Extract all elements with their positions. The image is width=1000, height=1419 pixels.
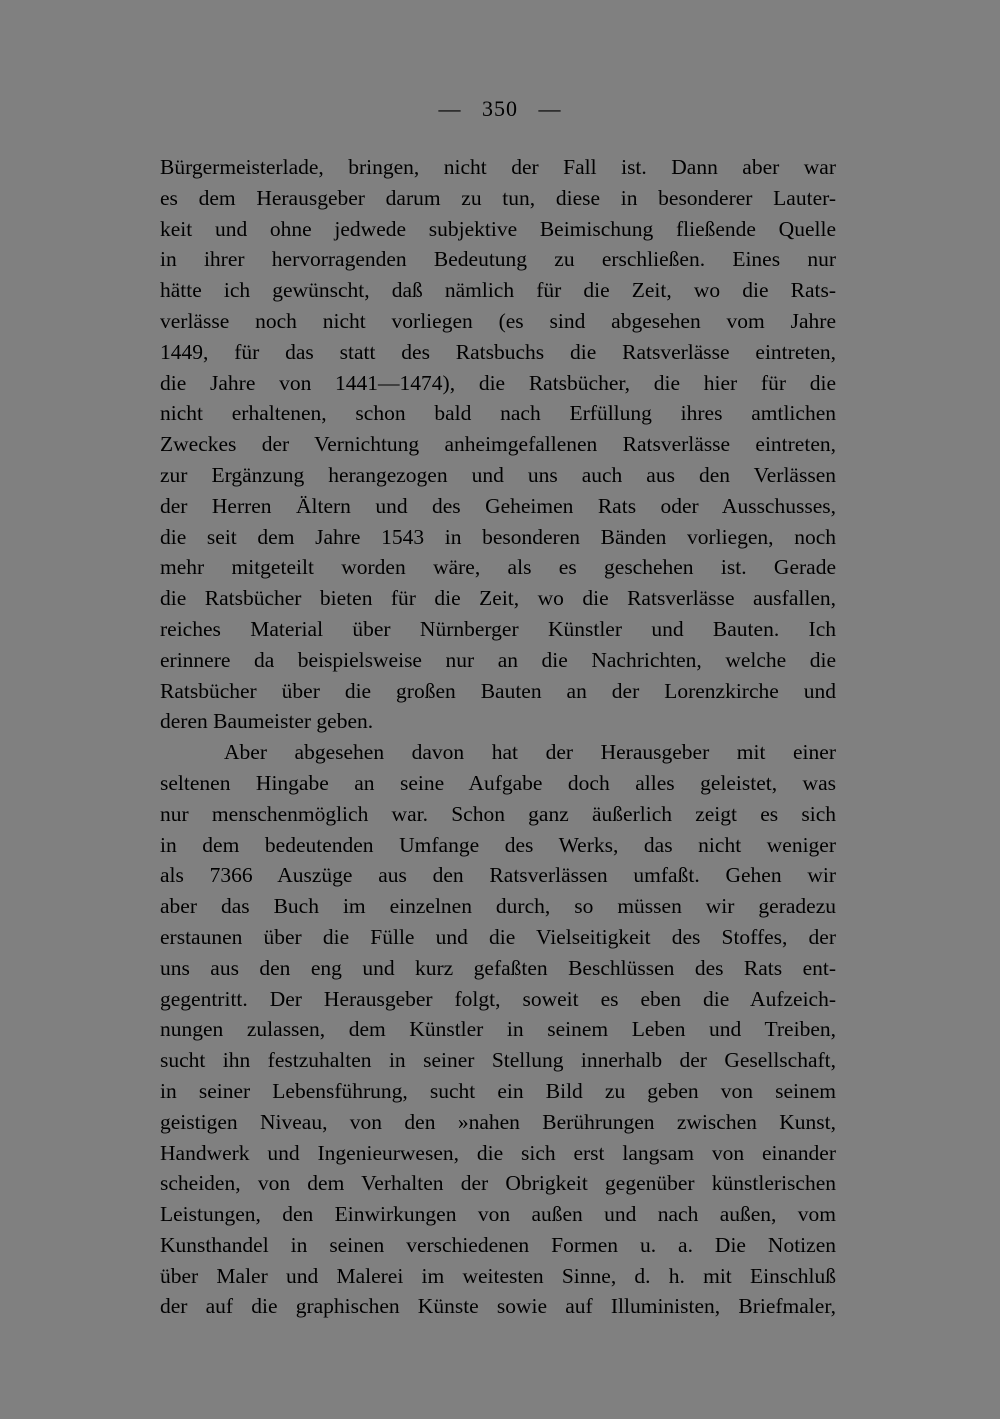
text-line: geistigen Niveau, von den »nahen Berührungen zwischen Kunst, [160, 1109, 836, 1134]
text-line: gegentritt. Der Herausgeber folgt, soweit es eben die Aufzeich- [160, 986, 836, 1011]
page-number-dash-right: — [538, 96, 562, 121]
text-line: Ratsbücher über die großen Bauten an der Lorenzkirche und [160, 678, 836, 703]
text-line: Kunsthandel in seinen verschiedenen Formen u. a. Die Notizen [160, 1232, 836, 1257]
text-line: die seit dem Jahre 1543 in besonderen Bänden vorliegen, noch [160, 524, 836, 549]
body-text [160, 152, 836, 1322]
text-line: uns aus den eng und kurz gefaßten Beschlüssen des Rats ent- [160, 955, 836, 980]
text-line: hätte ich gewünscht, daß nämlich für die Zeit, wo die Rats- [160, 278, 836, 303]
text-line: verlässe noch nicht vorliegen (es sind abgesehen vom Jahre [160, 308, 836, 333]
text-line: nicht erhaltenen, schon bald nach Erfüllung ihres amtlichen [160, 401, 836, 426]
text-line: keit und ohne jedwede subjektive Beimischung fließende Quelle [160, 216, 836, 241]
text-line: mehr mitgeteilt worden wäre, als es geschehen ist. Gerade [160, 555, 836, 580]
text-line: Bürgermeisterlade, bringen, nicht der Fall ist. Dann aber war [160, 155, 836, 179]
text-line: der auf die graphischen Künste sowie auf Illuministen, Briefmaler, [160, 1294, 836, 1319]
text-line: nur menschenmöglich war. Schon ganz äußerlich zeigt es sich [160, 801, 836, 826]
text-line: der Herren Ältern und des Geheimen Rats oder Ausschusses, [160, 493, 836, 518]
text-line: 1449, für das statt des Ratsbuchs die Ratsverlässe eintreten, [160, 339, 836, 364]
text-line-paragraph-start: Aber abgesehen davon hat der Herausgeber mit einer [224, 740, 836, 765]
text-line: in ihrer hervorragenden Bedeutung zu erschließen. Eines nur [160, 247, 836, 272]
text-line: über Maler und Malerei im weitesten Sinne, d. h. mit Einschluß [160, 1263, 836, 1288]
text-line-paragraph-end: deren Baumeister geben. [160, 709, 374, 734]
text-line: in dem bedeutenden Umfange des Werks, das nicht weniger [160, 832, 836, 857]
text-line: nungen zulassen, dem Künstler in seinem Leben und Treiben, [160, 1017, 836, 1042]
text-line: erstaunen über die Fülle und die Vielseitigkeit des Stoffes, der [160, 924, 836, 949]
text-line: in seiner Lebensführung, sucht ein Bild zu geben von seinem [160, 1078, 836, 1103]
text-line: seltenen Hingabe an seine Aufgabe doch alles geleistet, was [160, 770, 836, 795]
text-line: die Jahre von 1441—1474), die Ratsbücher, die hier für die [160, 370, 836, 395]
page-number: 350 [482, 96, 518, 121]
page-number-header [0, 96, 1000, 122]
text-line: Handwerk und Ingenieurwesen, die sich erst langsam von einander [160, 1140, 836, 1165]
text-line: scheiden, von dem Verhalten der Obrigkeit gegenüber künstlerischen [160, 1171, 836, 1196]
text-line: Zweckes der Vernichtung anheimgefallenen Ratsverlässe eintreten, [160, 432, 836, 457]
text-line: als 7366 Auszüge aus den Ratsverlässen umfaßt. Gehen wir [160, 863, 836, 888]
text-line: erinnere da beispielsweise nur an die Nachrichten, welche die [160, 647, 836, 672]
text-line: aber das Buch im einzelnen durch, so müssen wir geradezu [160, 894, 836, 919]
text-line: Leistungen, den Einwirkungen von außen und nach außen, vom [160, 1202, 836, 1227]
text-line: reiches Material über Nürnberger Künstler und Bauten. Ich [160, 616, 836, 641]
text-line: es dem Herausgeber darum zu tun, diese in besonderer Lauter- [160, 185, 836, 210]
text-line: die Ratsbücher bieten für die Zeit, wo die Ratsverlässe ausfallen, [160, 586, 836, 611]
text-line: zur Ergänzung herangezogen und uns auch aus den Verlässen [160, 462, 836, 487]
text-line: sucht ihn festzuhalten in seiner Stellung innerhalb der Gesellschaft, [160, 1048, 836, 1073]
page-number-dash-left: — [438, 96, 462, 121]
